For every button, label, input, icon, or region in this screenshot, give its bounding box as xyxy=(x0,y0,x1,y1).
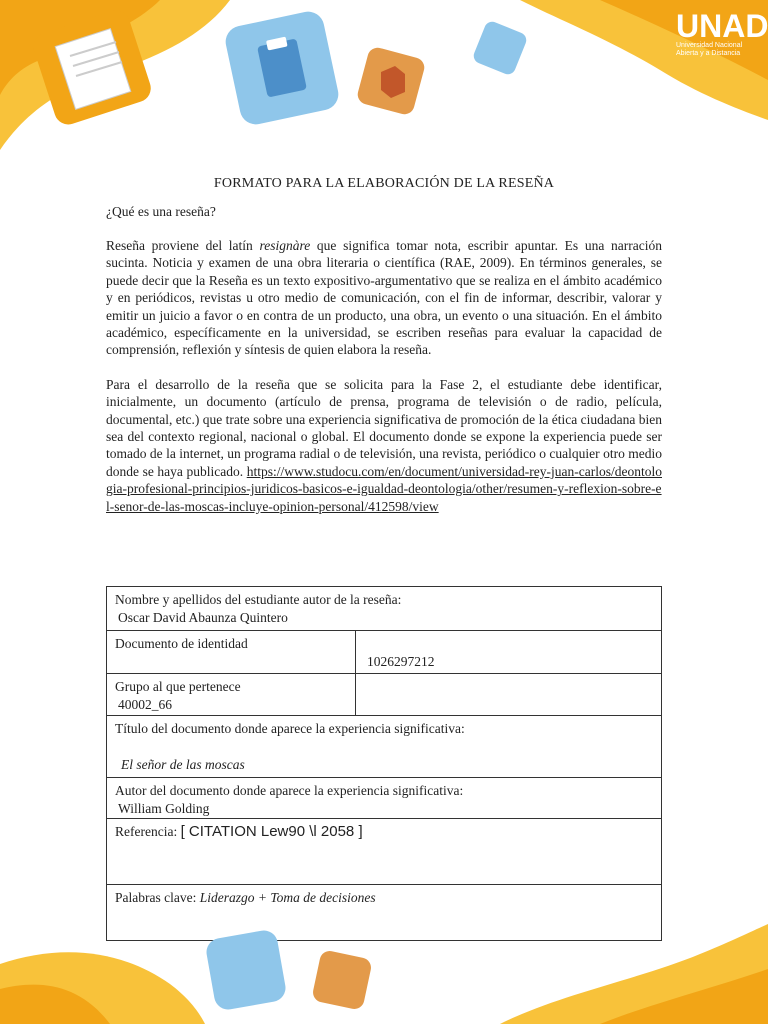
id-value: 1026297212 xyxy=(367,654,435,669)
id-value-cell xyxy=(356,631,662,674)
question-heading: ¿Qué es una reseña? xyxy=(106,204,216,219)
name-label: Nombre y apellidos del estudiante autor de la reseña: xyxy=(115,592,402,607)
logo-line1: Universidad Nacional xyxy=(676,42,743,49)
para2-text: Para el desarrollo de la reseña que se solicita para la Fase 2, el estudiante debe identificar, inicialmente, un documento (artículo de prensa, programa de televisión o de radio, película, documental, etc.) que trate sobre una experiencia significativa de promoción de la ética ciudadana bien sea del contexto regional, nacional o global. El documento donde se expone la experiencia puede ser tomado de la internet, un programa radial o de televisión, una revista, periódico o cualquier otro medio donde se haya publicado. xyxy=(106,376,662,479)
review-form-table xyxy=(106,586,662,941)
doc-title-value: El señor de las moscas xyxy=(121,757,245,772)
reference-cell xyxy=(107,819,662,885)
orange-tile-decoration xyxy=(311,949,373,1011)
keywords-label: Palabras clave: xyxy=(115,890,197,905)
author-cell xyxy=(107,778,662,819)
group-label-cell xyxy=(107,674,356,716)
logo-mark: UNAD xyxy=(676,8,768,44)
para1-rest: que significa tomar nota, escribir apuntar. Es una narración sucinta. Noticia y examen de una obra literaria o científica (RAE, 2009). En términos generales, se puede decir que la Reseña es un texto expositivo-argumentativo que se realiza en el ámbito académico y en periódicos, revistas u otro medio de comunicación, con el fin de informar, describir, valorar y emitir un juicio a favor o en contra de un producto, una obra, un evento o una situación. En el ámbito académico, específicamente en la universidad, se escriben reseñas para evaluar la capacidad de comprensión, reflexión y síntesis de quien elabora la reseña. xyxy=(106,238,663,358)
box-icon xyxy=(355,45,426,116)
paragraph-instructions xyxy=(106,376,662,515)
author-value: William Golding xyxy=(118,801,210,816)
reference-link[interactable]: https://www.studocu.com/en/document/universidad-rey-juan-carlos/deontologia-profesional-principios-juridicos-basicos-e-igualdad-deontologia/other/resumen-y-reflexion-sobre-el-senor-de-las-moscas-incluye-opinion-personal/412598/view xyxy=(106,463,662,514)
table-row xyxy=(107,819,662,885)
blue-square-decoration xyxy=(471,19,528,76)
table-row xyxy=(107,674,662,716)
author-label: Autor del documento donde aparece la experiencia significativa: xyxy=(115,783,464,798)
doc-title-cell xyxy=(107,716,662,778)
header-shapes xyxy=(0,0,768,170)
footer-shapes xyxy=(0,924,768,1024)
document-title: FORMATO PARA LA ELABORACIÓN DE LA RESEÑA xyxy=(213,176,555,191)
group-label: Grupo al que pertenece xyxy=(115,679,241,694)
clipboard-icon xyxy=(223,9,342,128)
id-label-cell xyxy=(107,631,356,674)
group-value: 40002_66 xyxy=(118,697,172,712)
keywords-value: Liderazgo + Toma de decisiones xyxy=(199,890,376,905)
group-empty-cell xyxy=(356,674,662,716)
id-label: Documento de identidad xyxy=(115,636,248,651)
logo-line2: Abierta y a Distancia xyxy=(676,50,741,57)
table-row xyxy=(107,631,662,674)
header-decoration xyxy=(0,0,768,170)
name-cell xyxy=(107,587,662,631)
document-body xyxy=(106,176,662,515)
doc-title-label: Título del documento donde aparece la experiencia significativa: xyxy=(115,721,465,736)
table-row xyxy=(107,778,662,819)
footer-decoration xyxy=(0,924,768,1024)
paragraph-definition xyxy=(106,237,662,359)
reference-label: Referencia: xyxy=(115,824,178,839)
table-row xyxy=(107,716,662,778)
reference-citation: [ CITATION Lew90 \l 2058 ] xyxy=(180,823,363,840)
name-value: Oscar David Abaunza Quintero xyxy=(118,610,288,625)
para1-latin-term: resignàre xyxy=(259,238,311,253)
table-row xyxy=(107,587,662,631)
para1-start: Reseña proviene del latín xyxy=(106,238,260,253)
blue-tile-decoration xyxy=(204,928,287,1011)
unad-logo xyxy=(676,8,768,74)
